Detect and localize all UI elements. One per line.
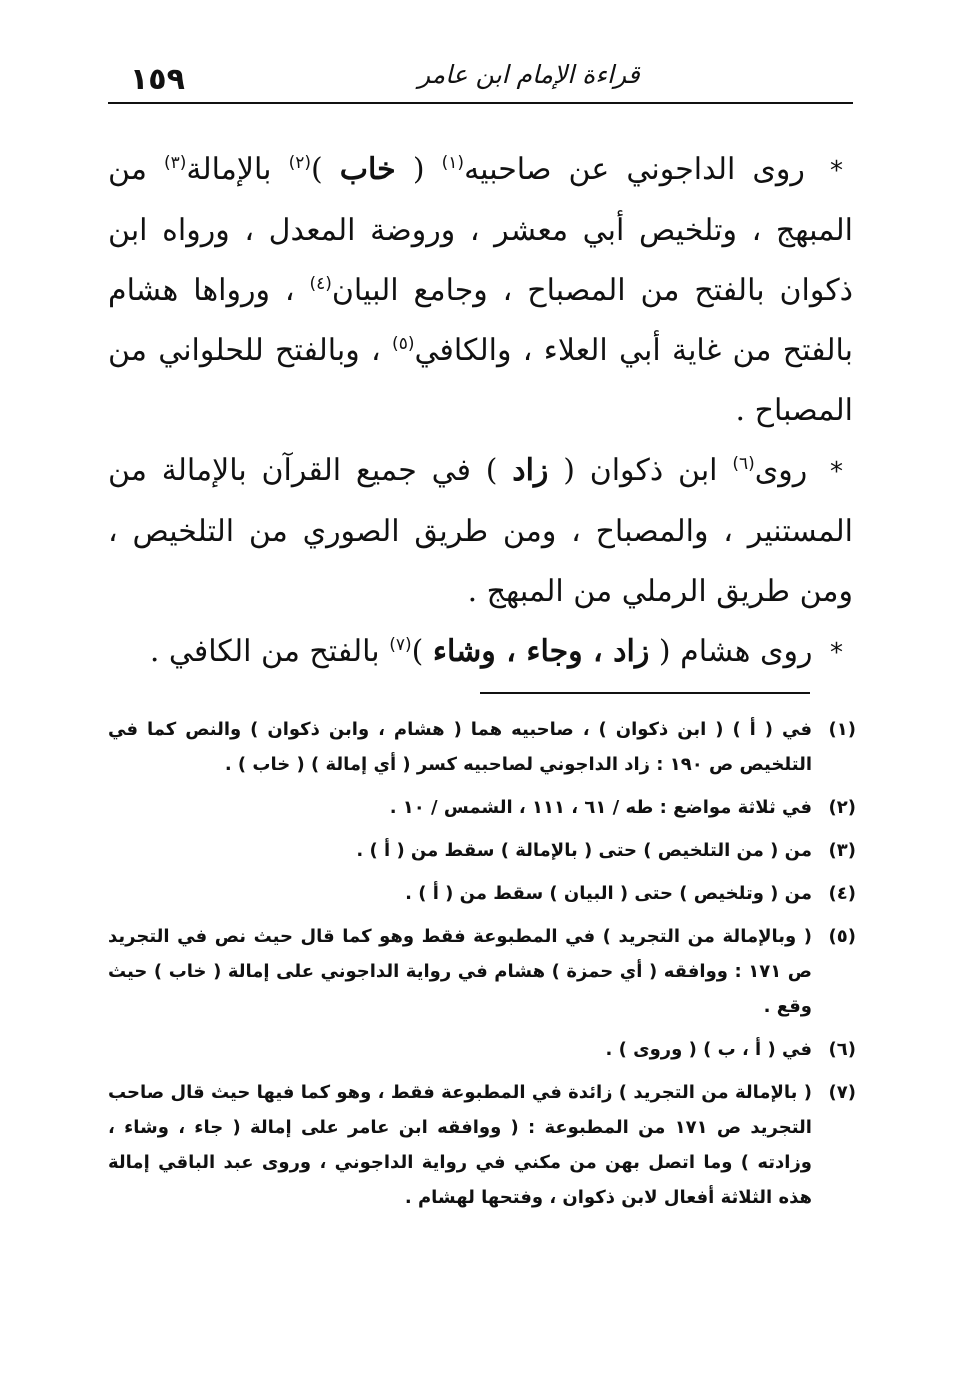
text-run: (	[412, 152, 425, 187]
footnote-number: (٢)	[828, 797, 856, 818]
header-rule	[108, 102, 853, 104]
paragraph-3	[108, 622, 853, 683]
footnote-text: في ( أ ، ب ) ( وروى ) .	[605, 1039, 812, 1060]
footnote-ref: (٢)	[288, 153, 311, 173]
footnote-text: ( وبالإمالة من التجريد ) في المطبوعة فقط وهو كما قال حيث نص في التجريد ص ١٧١ : ووافقه ( أي حمزة ) هشام في رواية الداجوني على إمالة ( خاب ) حيث وقع .	[108, 926, 812, 1017]
footnote-number: (٣)	[828, 840, 856, 861]
footnote-ref: (١)	[441, 153, 465, 173]
footnote-text: في ( أ ) ( ابن ذكوان ) ، صاحبيه هما ( هشام ، وابن ذكوان ) والنص كما في التلخيص ص ١٩٠ : زاد الداجوني لصاحبيه كسر ( أي إمالة ) ( خاب ) .	[108, 719, 812, 775]
page-number: ١٥٩	[130, 62, 185, 97]
text-run: روى	[754, 453, 808, 488]
footnote-ref: (٥)	[392, 334, 415, 354]
text-run: )	[411, 634, 424, 669]
asterisk-marker: *	[830, 457, 843, 487]
text-run: روى هشام (	[658, 634, 813, 669]
paragraph-1	[108, 140, 853, 441]
text-run: بالإمالة	[186, 152, 272, 187]
text-run: ، ورواها هشام بالفتح من غاية أبي العلاء ، والكافي	[108, 273, 853, 368]
bold-word: خاب	[339, 152, 396, 187]
footnote-number: (٥)	[828, 926, 856, 947]
footnote-item	[108, 1032, 856, 1067]
footnote-ref: (٣)	[164, 153, 187, 173]
asterisk-marker: *	[830, 638, 843, 668]
footnote-item	[108, 790, 856, 825]
main-text	[108, 140, 853, 683]
running-title: قراءة الإمام ابن عامر	[418, 60, 640, 89]
footnotes	[108, 712, 856, 1223]
footnote-text: من ( من التلخيص ) حتى ( بالإمالة ) سقط من ( أ ) .	[356, 840, 812, 861]
text-run: روى الداجوني عن صاحبيه	[464, 152, 805, 187]
footnote-number: (٦)	[828, 1039, 856, 1060]
footnote-text: من ( وتلخيص ) حتى ( البيان ) سقط من ( أ ) .	[405, 883, 812, 904]
paragraph-2	[108, 441, 853, 622]
footnote-item	[108, 1075, 856, 1215]
text-run: ابن ذكوان (	[563, 453, 718, 488]
footnote-item	[108, 712, 856, 782]
asterisk-marker: *	[829, 156, 843, 186]
footnote-ref: (٤)	[309, 274, 332, 294]
footnote-item	[108, 876, 856, 911]
footnote-text: ( بالإمالة من التجريد ) زائدة في المطبوعة فقط ، وهو كما فيها حيث قال صاحب التجريد ص ١٧١ من المطبوعة : ( ووافقه ابن عامر على إمالة ( جاء ، وشاء ، وزادته ) وما اتصل بهن من مكني في رواية الداجوني ، وروى عبد الباقي إمالة هذه الثلاثة أفعال لابن ذكوان ، وفتحها لهشام .	[108, 1082, 812, 1208]
footnote-ref: (٦)	[732, 454, 755, 474]
footnote-item	[108, 833, 856, 868]
footnote-number: (٤)	[828, 883, 856, 904]
footnote-item	[108, 919, 856, 1024]
text-run: ) في جميع القرآن بالإمالة من المستنير ، والمصباح ، ومن طريق الصوري من التلخيص ، ومن طريق الرملي من المبهج .	[108, 453, 853, 609]
footnote-rule	[480, 692, 810, 694]
text-run: من المبهج ، وتلخيص أبي معشر ، وروضة المعدل ، ورواه ابن ذكوان بالفتح من المصباح ، وجامع البيان	[108, 152, 853, 308]
footnote-ref: (٧)	[389, 635, 412, 655]
footnote-text: في ثلاثة مواضع : طه / ٦١ ، ١١١ ، الشمس / ١٠ .	[389, 797, 812, 818]
text-run: بالفتح من الكافي .	[149, 634, 380, 669]
bold-words: زاد ، وجاء ، وشاء	[432, 634, 650, 669]
page-header	[108, 58, 853, 102]
footnote-number: (١)	[828, 719, 856, 740]
text-run: ، وبالفتح للحلواني من المصباح .	[108, 333, 853, 428]
bold-word: زاد	[512, 453, 549, 488]
footnote-number: (٧)	[828, 1082, 856, 1103]
text-run: )	[310, 152, 323, 187]
